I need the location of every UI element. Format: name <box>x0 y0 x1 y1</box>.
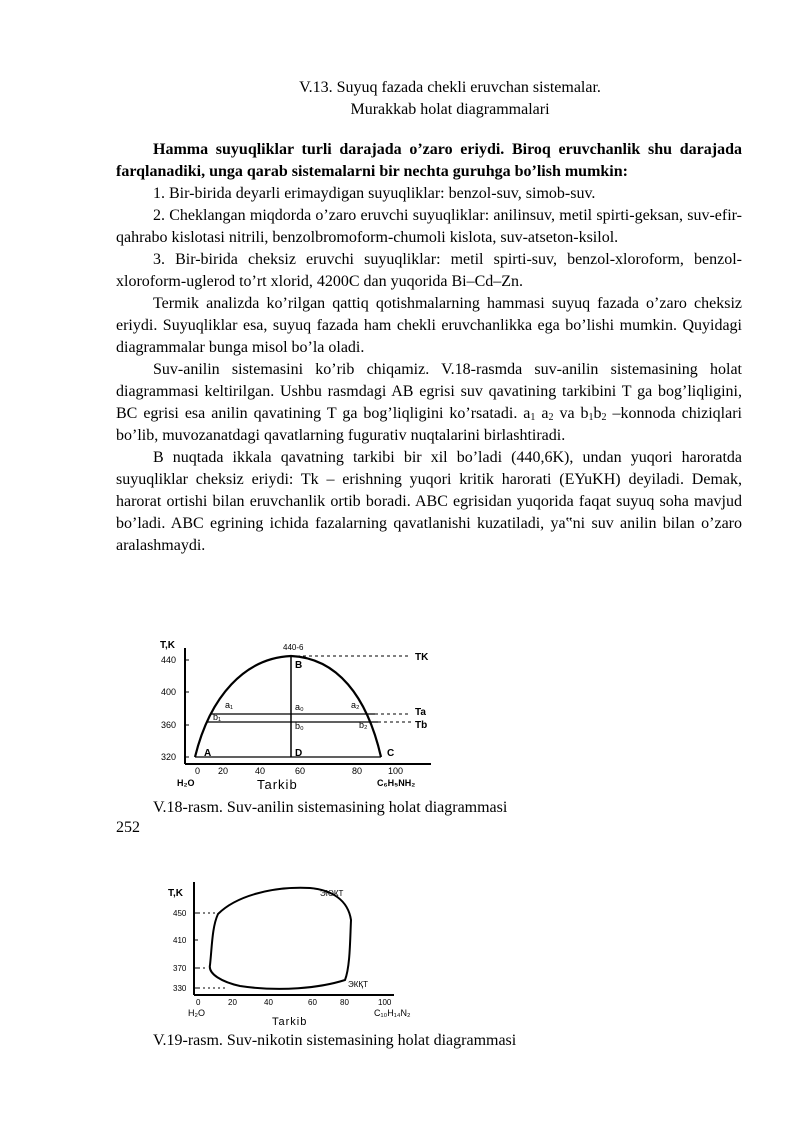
b-nuqta-paragraph: B nuqtada ikkala qavatning tarkibi bir xil bo’ladi (440,6K), undan yuqori haroratda suyuqliklar cheksiz eriydi: Tk – erishning yuqori kritik harorati (EYuKH) deyiladi. Demak, harorat ortishi bilan eruvchanlik ortib boradi. ABC egrisidan yuqorida faqat suyuq soha mavjud bo’ladi. ABC egrining ichida fazalarning qavatlanishi kuzatiladi, ya‟ni suv anilin bilan o’zaro aralashmaydi. <box>116 449 742 554</box>
list-item-2: 2. Cheklangan miqdorda o’zaro eruvchi suyuqliklar: anilinsuv, metil spirti-geksan, suv-efir-qahrabo kislotasi nitrili, benzolbromoform-chumoli kislota, suv-atseton-ksilol. <box>116 207 742 246</box>
fig1-label-ta: Ta <box>415 707 426 718</box>
fig1-y-axis-label: T,K <box>160 640 175 651</box>
suv-text-4: b <box>593 405 602 422</box>
suv-nikotin-diagram <box>160 872 420 1028</box>
fig1-point-d: D <box>295 748 303 759</box>
fig2-x-tick-80: 80 <box>340 998 349 1007</box>
fig2-y-axis-label: T,K <box>168 888 183 899</box>
fig1-label-b0: b₀ <box>295 721 304 731</box>
fig2-y-tick-330: 330 <box>173 984 187 993</box>
termik-paragraph: Termik analizda ko’rilgan qattiq qotishmalarning hammasi suyuq fazada o’zaro cheksiz eriydi. Suyuqliklar esa, suyuq fazada ham chekli eruvchanlikka ega bo’lishi mumkin. Quyidagi diagrammalar bunga misol bo’la oladi. <box>116 295 742 356</box>
figure2-caption: V.19-rasm. Suv-nikotin sistemasining holat diagrammasi <box>153 1032 517 1049</box>
list-item-1: 1. Bir-birida deyarli erimaydigan suyuqliklar: benzol-suv, simob-suv. <box>153 185 596 202</box>
list-item-3: 3. Bir-birida cheksiz eruvchi suyuqliklar: metil spirti-suv, benzol-xloroform, benzol-xloroform-uglerod to’rt xlorid, 4200C dan yuqorida Bi–Cd–Zn. <box>116 251 742 290</box>
intro-paragraph: Hamma suyuqliklar turli darajada o’zaro eriydi. Biroq eruvchanlik shu darajada farqlanadiki, unga qarab sistemalarni bir nechta guruhga bo’lish mumkin: <box>116 141 742 180</box>
suv-anilin-diagram <box>155 636 445 792</box>
fig1-y-tick-320: 320 <box>161 752 177 762</box>
fig2-x-tick-40: 40 <box>264 998 273 1007</box>
fig1-y-tick-440: 440 <box>161 655 177 665</box>
fig1-x-axis-label: Tarkib <box>257 777 298 792</box>
page-number: 252 <box>116 819 140 836</box>
fig1-point-c: C <box>387 748 395 759</box>
fig2-lower-label: ЭКҚТ <box>348 980 368 989</box>
fig1-x-tick-80: 80 <box>352 766 363 776</box>
fig1-x-right-label: C₆H₅NH₂ <box>377 778 416 788</box>
fig2-x-right-label: C₁₀H₁₄N₂ <box>374 1008 411 1018</box>
fig2-x-tick-60: 60 <box>308 998 317 1007</box>
fig2-x-tick-20: 20 <box>228 998 237 1007</box>
suv-text-2: a <box>535 405 549 422</box>
suv-text-3: va b <box>553 405 589 422</box>
fig2-x-left-label: H₂O <box>188 1008 205 1018</box>
fig1-top-label: 440-6 <box>283 643 304 652</box>
a1-subscript: 1 <box>530 412 536 423</box>
fig1-point-b: B <box>295 660 303 671</box>
fig1-label-b1: b₁ <box>213 712 222 722</box>
figure1-caption: V.18-rasm. Suv-anilin sistemasining holat diagrammasi <box>153 799 508 816</box>
fig1-label-b2: b₂ <box>359 720 368 730</box>
suv-text-1: Suv-anilin sistemasini ko’rib chiqamiz. V.18-rasmda suv-anilin sistemasining holat diagrammasi keltirilgan. Ushbu rasmdagi AB egrisi suv qavatining tarkibini T ga bog’liqligini, BC egrisi esa anilin qavatining T ga bog’liqligini ko’rsatadi. a <box>116 361 742 422</box>
b1-subscript: 1 <box>588 412 594 423</box>
fig2-y-tick-370: 370 <box>173 964 187 973</box>
fig1-x-tick-20: 20 <box>218 766 229 776</box>
body-text <box>116 139 742 557</box>
fig1-label-tb: Tb <box>415 720 428 731</box>
fig1-label-tk: TK <box>415 652 429 663</box>
fig2-closed-curve <box>210 888 351 989</box>
suv-anilin-paragraph <box>116 359 742 447</box>
fig1-x-tick-0: 0 <box>195 766 201 776</box>
fig2-y-tick-450: 450 <box>173 909 187 918</box>
a2-subscript: 2 <box>548 412 554 423</box>
fig2-x-axis-label: Tarkib <box>272 1016 308 1028</box>
fig1-x-tick-40: 40 <box>255 766 266 776</box>
fig1-point-a: A <box>204 748 212 759</box>
suv-text-5: –konnoda chiziqlari bo’lib, muvozanatdagi qavatlarning fugurativ nuqtalarini birlashtiradi. <box>116 405 743 444</box>
fig1-x-tick-60: 60 <box>295 766 306 776</box>
fig1-x-left-label: H₂O <box>177 778 195 788</box>
section-title-line2: Murakkab holat diagrammalari <box>350 101 550 118</box>
fig1-label-a0: a₀ <box>295 702 304 712</box>
section-title-line1: V.13. Suyuq fazada chekli eruvchan sistemalar. <box>299 79 601 96</box>
fig2-x-tick-0: 0 <box>196 998 201 1007</box>
fig2-x-tick-100: 100 <box>378 998 392 1007</box>
fig2-y-tick-410: 410 <box>173 936 187 945</box>
fig1-label-a2: a₂ <box>351 700 360 710</box>
fig1-label-a1: a₁ <box>225 700 234 710</box>
b2-subscript: 2 <box>601 412 607 423</box>
fig1-x-tick-100: 100 <box>388 766 404 776</box>
fig2-upper-label: ЭЮКТ <box>320 889 344 898</box>
fig1-y-tick-400: 400 <box>161 687 177 697</box>
fig1-y-tick-360: 360 <box>161 720 177 730</box>
